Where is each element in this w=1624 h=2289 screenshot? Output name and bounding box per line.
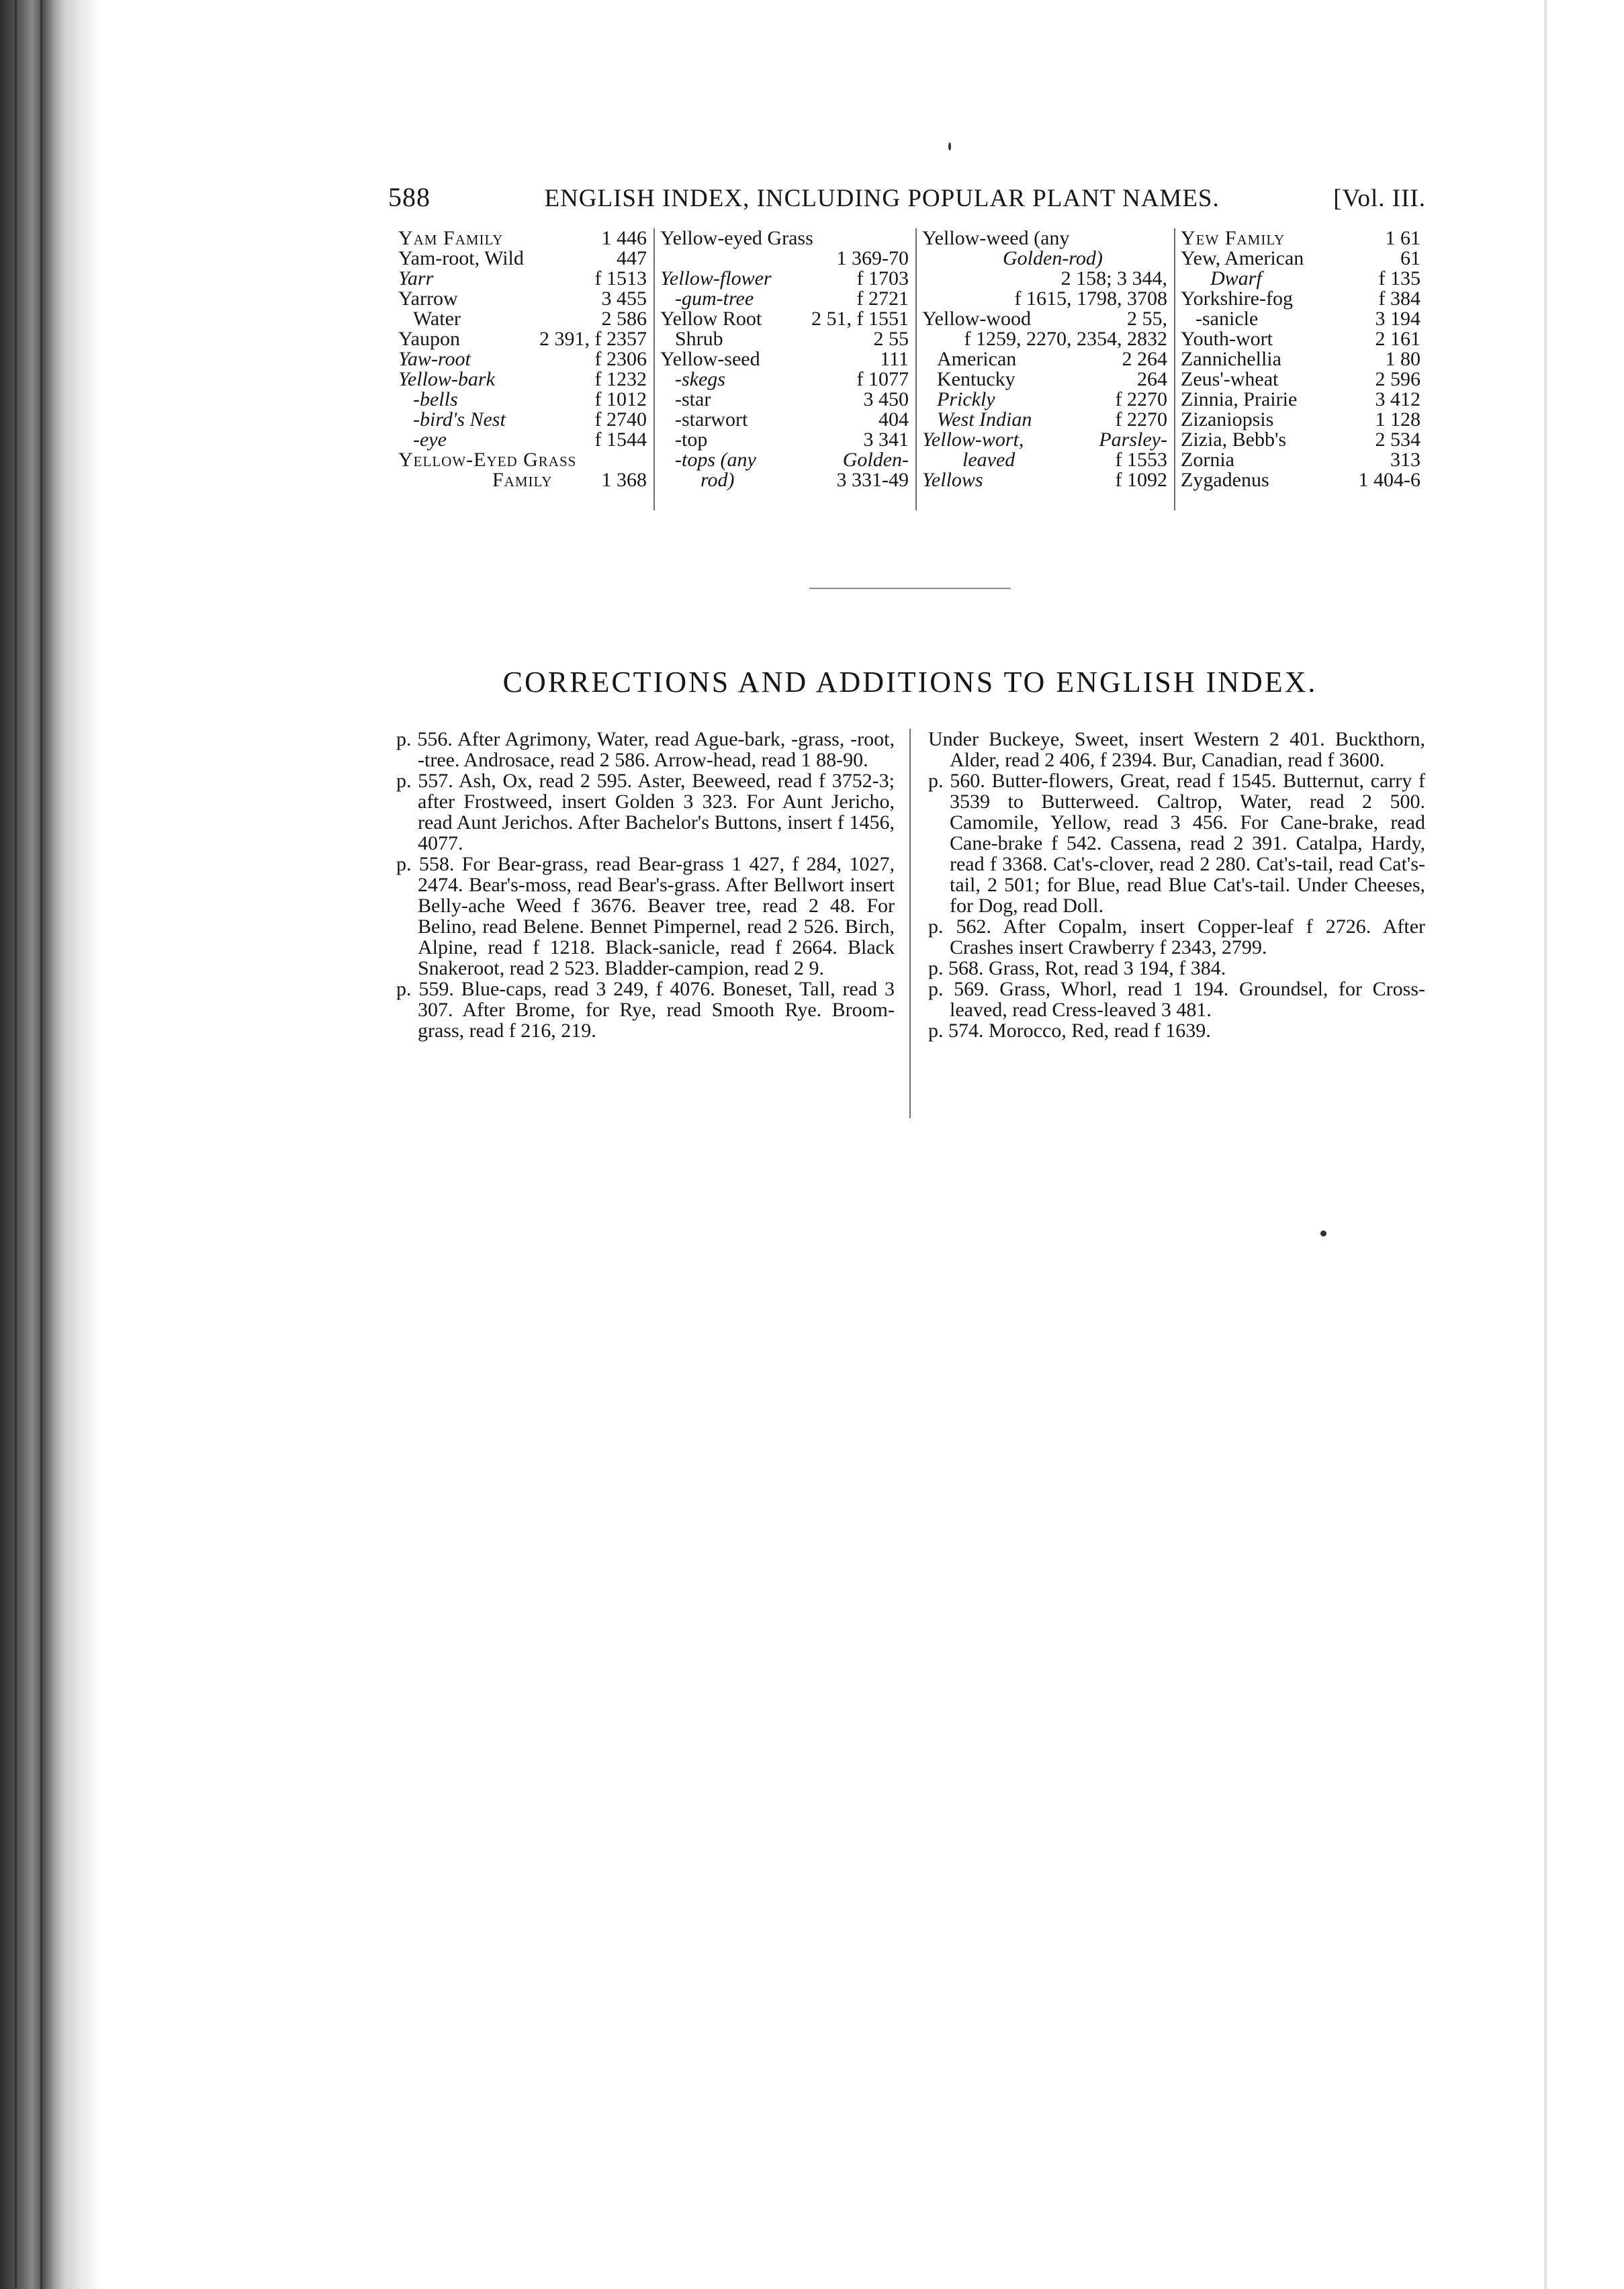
index-entry: Yellows f 1092 [922, 469, 1167, 491]
index-entry: Prickly f 2270 [937, 388, 1167, 410]
index-entry: Shrub 2 55 [675, 328, 909, 350]
index-entry: Zinnia, Prairie 3 412 [1181, 388, 1420, 410]
index-entry: -sanicle 3 194 [1196, 308, 1420, 330]
index-entry: West Indian f 2270 [937, 408, 1167, 431]
index-column-4 [1175, 228, 1427, 510]
index-entry: Yarr f 1513 [398, 267, 647, 289]
index-entry: American 2 264 [937, 348, 1167, 370]
speck [948, 142, 951, 150]
correction-paragraph: p. 557. Ash, Ox, read 2 595. Aster, Beeweed, read f 3752-3; after Frostweed, insert Golden 3 323. For Aunt Jericho, read Aunt Jerichos. After Bachelor's Buttons, insert f 1456, 4077. [396, 770, 895, 854]
correction-paragraph: p. 562. After Copalm, insert Copper-leaf f 2726. After Crashes insert Crawberry f 2343, 2799. [928, 915, 1425, 958]
index-entry: Yew Family 1 61 [1181, 227, 1420, 249]
page-edge [1544, 0, 1547, 2289]
index-entry: -bird's Nest f 2740 [413, 408, 647, 431]
index-entry: 2 158; 3 344, [1061, 267, 1167, 289]
index-entry: Yaw-root f 2306 [398, 348, 647, 370]
index-entry: leaved f 1553 [962, 449, 1167, 471]
spine-line [40, 0, 42, 2289]
index-column-3 [917, 228, 1175, 510]
index-entry: Yellow-eyed Grass [660, 227, 813, 249]
index-entry: Yarrow 3 455 [398, 287, 647, 310]
section-divider [809, 588, 1011, 589]
correction-paragraph: p. 556. After Agrimony, Water, read Ague-bark, -grass, -root, -tree. Androsace, read 2 586. Arrow-head, read 1 88-90. [396, 728, 895, 771]
header-title: ENGLISH INDEX, INCLUDING POPULAR PLANT NAMES. [544, 185, 1220, 212]
index-entry: 1 369-70 [836, 247, 909, 269]
correction-paragraph: p. 568. Grass, Rot, read 3 194, f 384. [928, 957, 1226, 979]
index-entry: Family 1 368 [492, 469, 647, 491]
volume-label: [Vol. III. [1333, 185, 1426, 212]
index-entry: Zizia, Bebb's 2 534 [1181, 429, 1420, 451]
index-column-1 [393, 228, 655, 510]
index-entry: f 1615, 1798, 3708 [1014, 287, 1167, 310]
correction-paragraph: p. 574. Morocco, Red, read f 1639. [928, 1020, 1211, 1042]
index-columns [393, 228, 1427, 510]
index-entry: Yellow-flower f 1703 [660, 267, 909, 289]
speck [1320, 1230, 1326, 1237]
index-entry: f 1259, 2270, 2354, 2832 [964, 328, 1167, 350]
index-column-2 [655, 228, 917, 510]
index-entry: Zannichellia 1 80 [1181, 348, 1420, 370]
correction-paragraph: p. 558. For Bear-grass, read Bear-grass 1 427, f 284, 1027, 2474. Bear's-moss, read Bear's-grass. After Bellwort insert Belly-ache Weed f 3676. Beaver tree, read 2 48. For Belino, read Belene. Bennet Pimpernel, read 2 526. Birch, Alpine, read f 1218. Black-sanicle, read f 2664. Black Snakeroot, read 2 523. Bladder-campion, read 2 9. [396, 853, 895, 979]
index-entry: Zygadenus 1 404-6 [1181, 469, 1420, 491]
page-number: 588 [388, 182, 431, 212]
index-entry: Yam Family 1 446 [398, 227, 647, 249]
index-entry: -starwort 404 [675, 408, 909, 431]
index-entry: -skegs f 1077 [675, 368, 909, 390]
index-entry: Zeus'-wheat 2 596 [1181, 368, 1420, 390]
index-entry: rod) 3 331-49 [701, 469, 909, 491]
index-entry: Golden-rod) [1003, 247, 1103, 269]
index-entry: -top 3 341 [675, 429, 909, 451]
index-entry: Kentucky 264 [937, 368, 1167, 390]
index-entry: Yellow-weed (any [922, 227, 1070, 249]
index-entry: -tops (any Golden- [675, 449, 909, 471]
corrections-columns [396, 729, 1425, 1118]
index-entry: Youth-wort 2 161 [1181, 328, 1420, 350]
index-entry: Dwarf f 135 [1210, 267, 1420, 289]
index-entry: Yorkshire-fog f 384 [1181, 287, 1420, 310]
corrections-column-left [396, 729, 911, 1118]
correction-paragraph: p. 559. Blue-caps, read 3 249, f 4076. Boneset, Tall, read 3 307. After Brome, for Rye, read Smooth Rye. Broom-grass, read f 216, 219. [396, 978, 895, 1042]
index-entry: -star 3 450 [675, 388, 909, 410]
index-entry: -eye f 1544 [413, 429, 647, 451]
index-entry: -bells f 1012 [413, 388, 647, 410]
running-header [388, 181, 1426, 219]
index-entry: Yellow-wood 2 55, [922, 308, 1167, 330]
index-entry: Zornia 313 [1181, 449, 1420, 471]
correction-paragraph: p. 560. Butter-flowers, Great, read f 1545. Butternut, carry f 3539 to Butterweed. Caltrop, Water, read 2 500. Camomile, Yellow, read 3 456. For Cane-brake, read Cane-brake f 542. Cassena, read 2 391. Catalpa, Hardy, read f 3368. Cat's-clover, read 2 280. Cat's-tail, read Cat's-tail, 2 501; for Blue, read Blue Cat's-tail. Under Cheeses, for Dog, read Doll. [928, 770, 1425, 917]
index-entry: Yellow-seed 111 [660, 348, 909, 370]
correction-paragraph: Under Buckeye, Sweet, insert Western 2 401. Buckthorn, Alder, read 2 406, f 2394. Bur, Canadian, read f 3600. [928, 728, 1425, 771]
index-entry: Water 2 586 [413, 308, 647, 330]
index-entry: Zizaniopsis 1 128 [1181, 408, 1420, 431]
correction-paragraph: p. 569. Grass, Whorl, read 1 194. Groundsel, for Cross-leaved, read Cress-leaved 3 481. [928, 978, 1425, 1021]
index-entry: -gum-tree f 2721 [675, 287, 909, 310]
index-entry: Yam-root, Wild 447 [398, 247, 647, 269]
index-entry: Yellow-wort, Parsley- [922, 429, 1167, 451]
index-entry: Yellow-bark f 1232 [398, 368, 647, 390]
corrections-title: CORRECTIONS AND ADDITIONS TO ENGLISH INDEX. [502, 666, 1318, 699]
spine-line [15, 0, 17, 2289]
index-entry: Yellow Root 2 51, f 1551 [660, 308, 909, 330]
index-entry: Yellow-Eyed Grass [398, 449, 577, 471]
index-entry: Yew, American 61 [1181, 247, 1420, 269]
corrections-column-right [911, 729, 1425, 1118]
index-entry: Yaupon 2 391, f 2357 [398, 328, 647, 350]
